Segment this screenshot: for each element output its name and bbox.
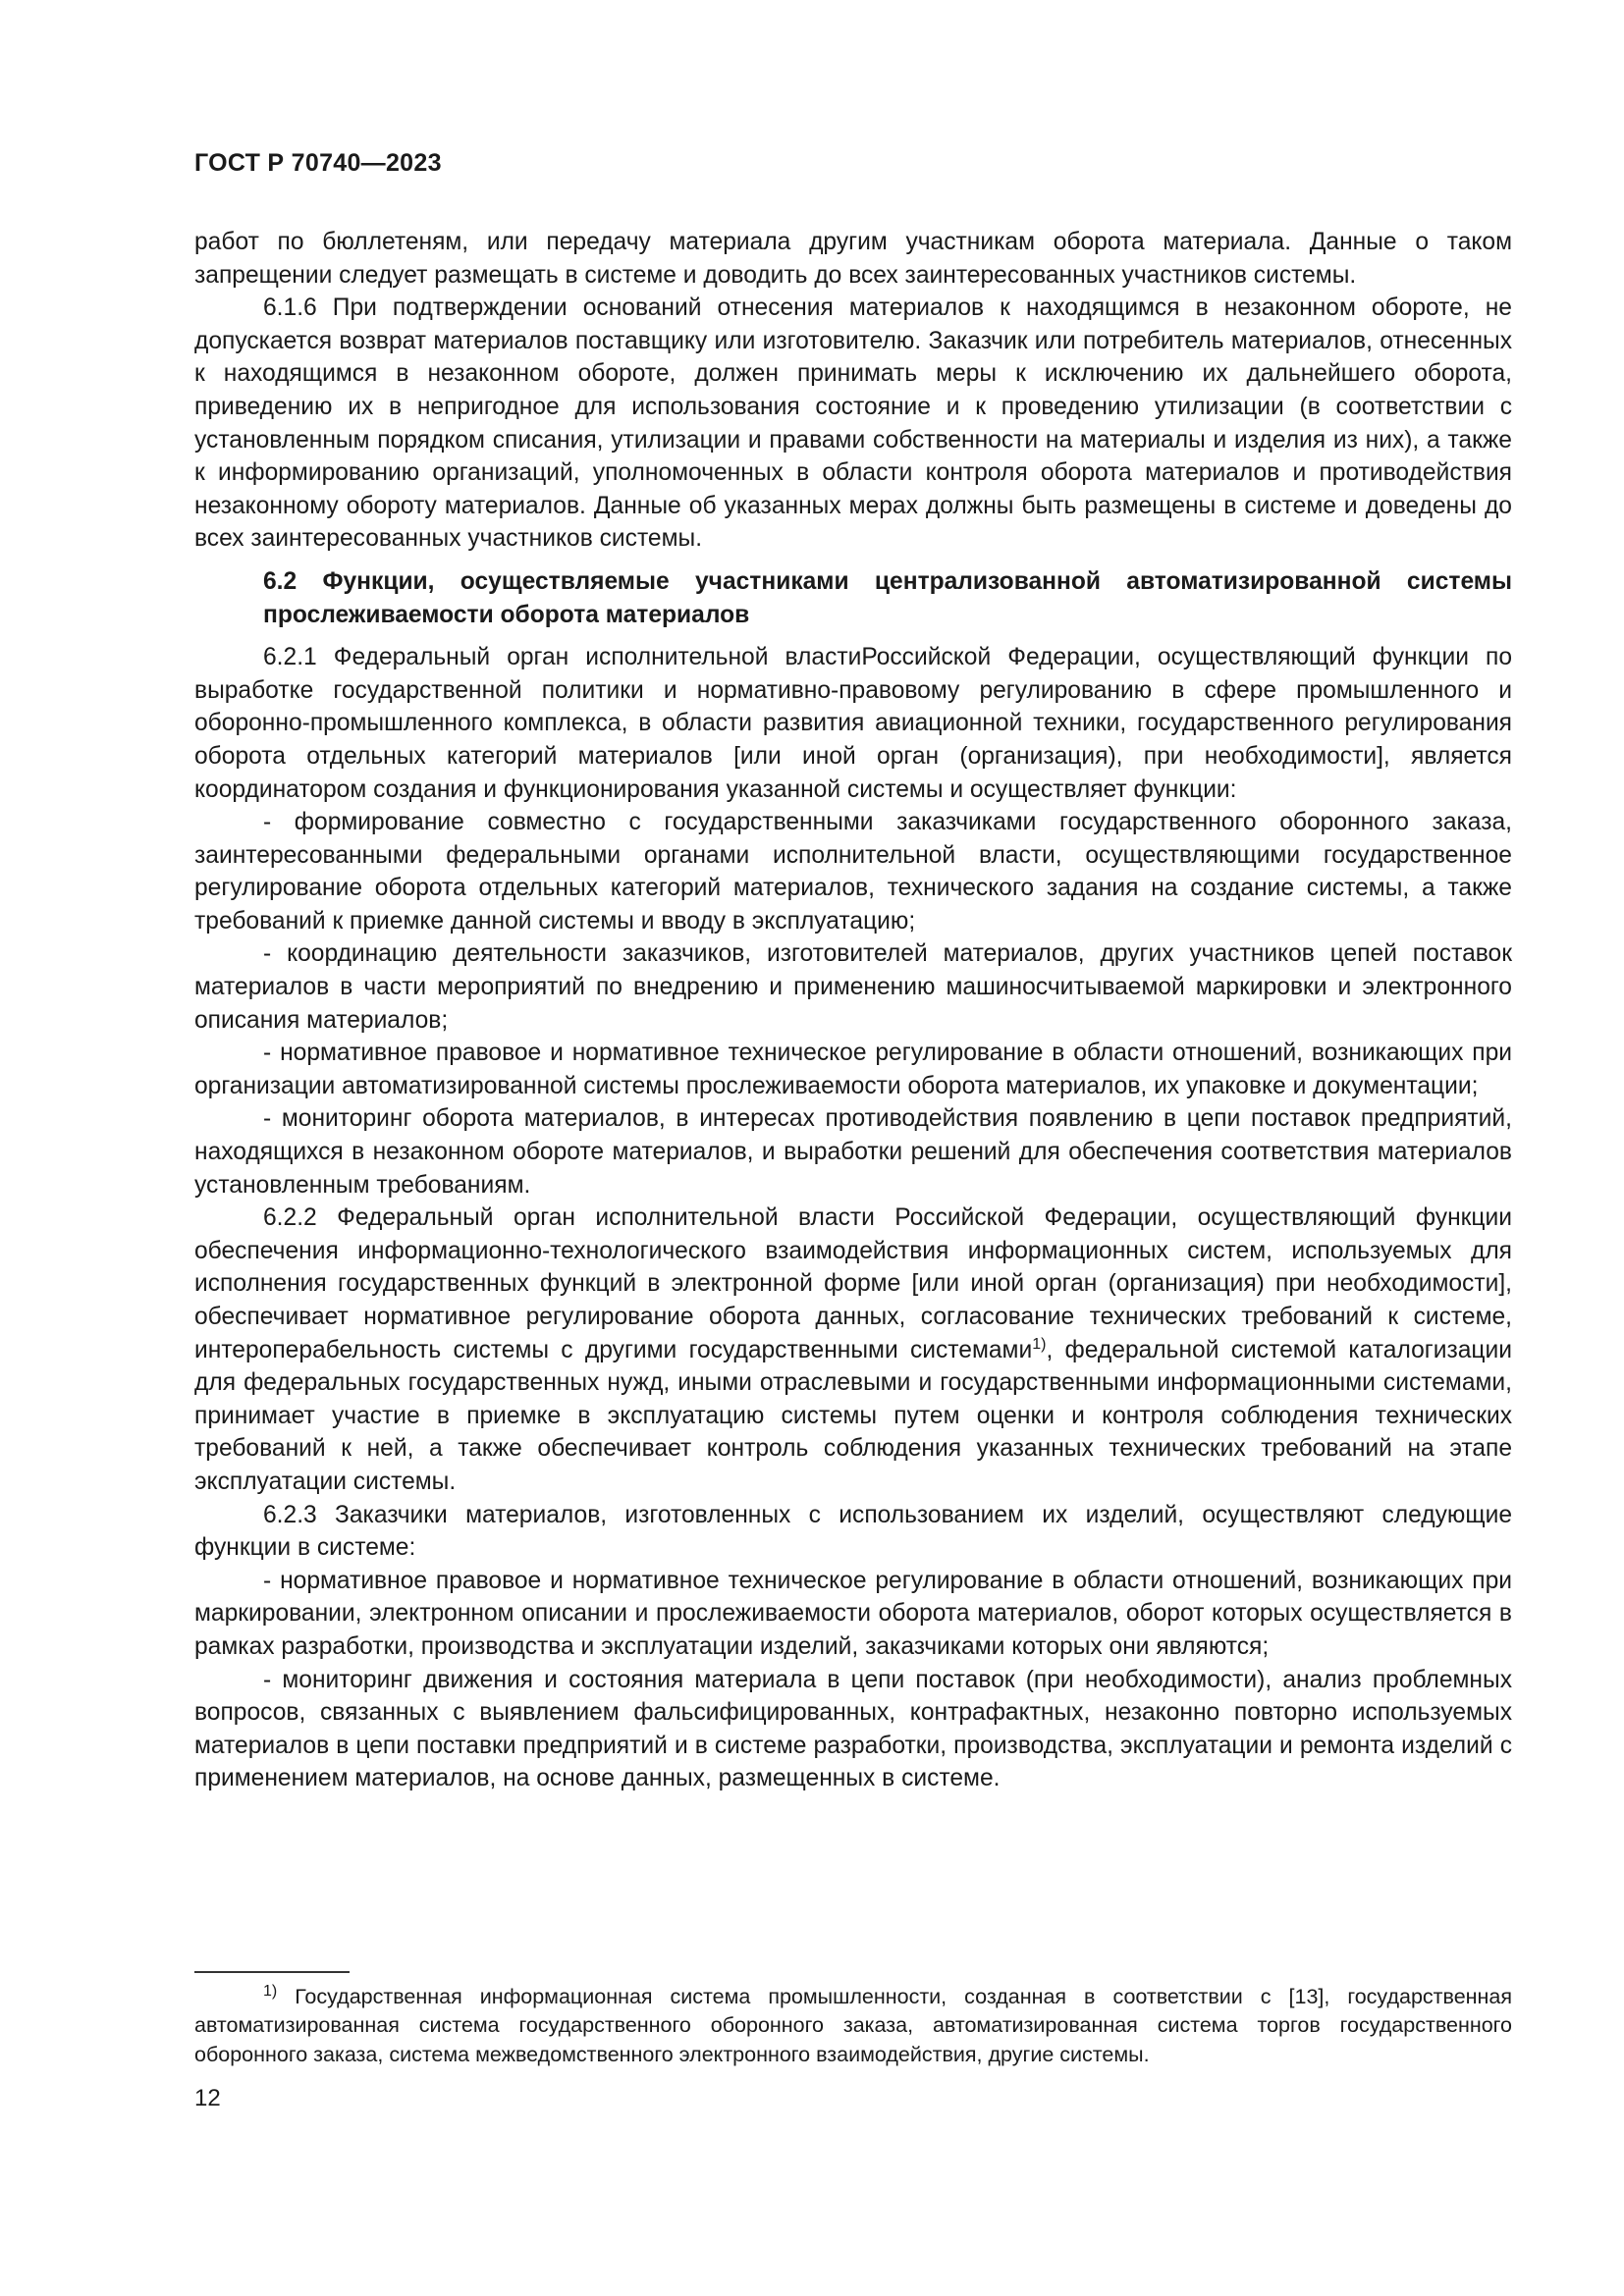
list-item: - мониторинг движения и состояния материала в цепи поставок (при необходимости), анализ проблемных вопросов, связанных с выявлением фальсифицированных, контрафактных, незаконно повторно используемых материалов в цепи поставки предприятий и в системе разработки, производства, эксплуатации и ремонта изделий с применением материалов, на основе данных, размещенных в системе. xyxy=(194,1666,1512,1792)
footnote-text xyxy=(194,1983,1512,2069)
paragraph-6-2-1: 6.2.1 Федеральный орган исполнительной властиРоссийской Федерации, осуществляющий функции по выработке государственной политики и нормативно-правовому регулированию в сфере промышленного и оборонно-промышленного комплекса, в области развития авиационной техники, государственного регулирования оборота отдельных категорий материалов [или иной орган (организация), при необходимости], является координатором создания и функционирования указанной системы и осуществляет функции: xyxy=(194,644,1512,803)
paragraph-6-2-2-text-after: , федеральной системой каталогизации для федеральных государственных нужд, иными отраслевыми и государственными информационными системами, принимает участие в приемке в эксплуатацию системы путем оценки и контроля соблюдения технических требований к ней, а также обеспечивает контроль соблюдения указанных технических требований на этапе эксплуатации системы. xyxy=(194,1336,1512,1495)
list-item: - мониторинг оборота материалов, в интересах противодействия появлению в цепи поставок предприятий, находящихся в незаконном обороте материалов, и выработки решений для обеспечения соответствия материалов установленным требованиям. xyxy=(194,1105,1512,1199)
page-number: 12 xyxy=(194,2085,221,2111)
footnote-divider xyxy=(194,1971,350,1973)
footnote-marker: 1) xyxy=(263,1982,278,2000)
paragraph-6-2-2-text-before: 6.2.2 Федеральный орган исполнительной власти Российской Федерации, осуществляющий функции обеспечения информационно-технологического взаимодействия информационных систем, используемых для исполнения государственных функций в электронной форме [или иной орган (организация) при необходимости], обеспечивает нормативное регулирование оборота данных, согласование технических требований к системе, интероперабельность системы с другими государственными системами xyxy=(194,1204,1512,1363)
paragraph-continuation: работ по бюллетеням, или передачу материала другим участникам оборота материала. Данные о таком запрещении следует размещать в системе и доводить до всех заинтересованных участников системы. xyxy=(194,229,1512,289)
footnote-body: Государственная информационная система промышленности, созданная в соответствии с [13], государственная автоматизированная система государственного оборонного заказа, автоматизированная система торгов государственного оборонного заказа, система межведомственного электронного взаимодействия, другие системы. xyxy=(194,1985,1512,2066)
section-heading-6-2: 6.2 Функции, осуществляемые участниками централизованной автоматизированной системы прослеживаемости оборота материалов xyxy=(263,567,1512,628)
footnote-reference: 1) xyxy=(1032,1335,1047,1353)
list-item: - координацию деятельности заказчиков, изготовителей материалов, других участников цепей поставок материалов в части мероприятий по внедрению и применению машиносчитываемой маркировки и электронного описания материалов; xyxy=(194,940,1512,1034)
main-text xyxy=(194,226,1512,1795)
paragraph-6-2-2 xyxy=(194,1201,1512,1498)
list-item: - формирование совместно с государственными заказчиками государственного оборонного заказа, заинтересованными федеральными органами исполнительной власти, осуществляющими государственное регулирование оборота отдельных категорий материалов, технического задания на создание системы, а также требований к приемке данной системы и вводу в эксплуатацию; xyxy=(194,809,1512,934)
list-item: - нормативное правовое и нормативное техническое регулирование в области отношений, возникающих при маркировании, электронном описании и прослеживаемости оборота материалов, оборот которых осуществляется в рамках разработки, производства и эксплуатации изделий, заказчиками которых они являются; xyxy=(194,1567,1512,1660)
paragraph-6-1-6: 6.1.6 При подтверждении оснований отнесения материалов к находящимся в незаконном обороте, не допускается возврат материалов поставщику или изготовителю. Заказчик или потребитель материалов, отнесенных к находящимся в незаконном обороте, должен принимать меры к исключению их дальнейшего оборота, приведению их в непригодное для использования состояние и к проведению утилизации (в соответствии с установленным порядком списания, утилизации и правами собственности на материалы и изделия из них), а также к информированию организаций, уполномоченных в области контроля оборота материалов и противодействия незаконному обороту материалов. Данные об указанных мерах должны быть размещены в системе и доведены до всех заинтересованных участников системы. xyxy=(194,294,1512,553)
paragraph-6-2-3: 6.2.3 Заказчики материалов, изготовленных с использованием их изделий, осуществляют следующие функции в системе: xyxy=(194,1501,1512,1562)
standard-designation: ГОСТ Р 70740—2023 xyxy=(194,149,442,177)
footnote xyxy=(194,1983,1512,2069)
list-item: - нормативное правовое и нормативное техническое регулирование в области отношений, возникающих при организации автоматизированной системы прослеживаемости оборота материалов, их упаковке и документации; xyxy=(194,1040,1512,1099)
